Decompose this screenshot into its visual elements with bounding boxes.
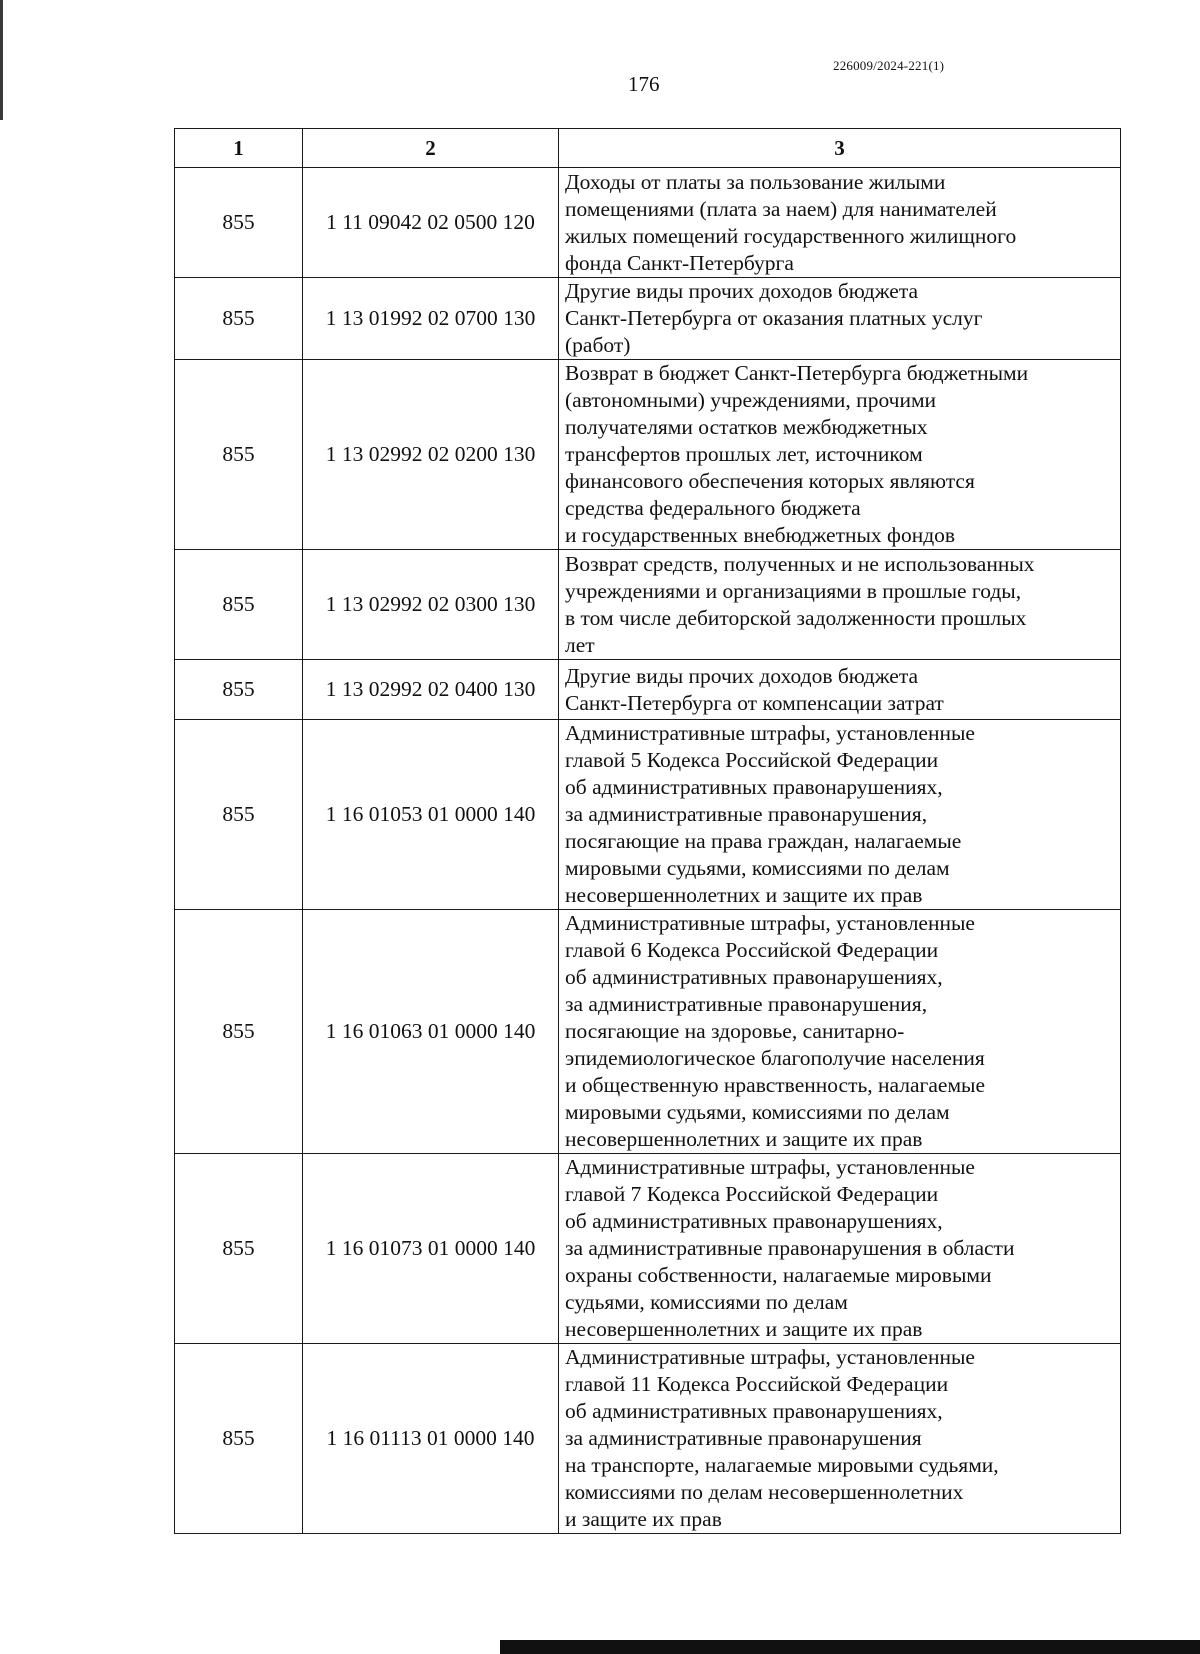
document-id: 226009/2024-221(1) xyxy=(833,58,945,73)
revenue-name-line: в том числе дебиторской задолженности прошлых xyxy=(565,605,1027,630)
revenue-name-line: Доходы от платы за пользование жилыми xyxy=(565,169,946,194)
table-row xyxy=(175,910,1121,1154)
revenue-name-line: жилых помещений государственного жилищного xyxy=(565,223,1017,248)
admin-code-cell: 855 xyxy=(175,1344,303,1534)
revenue-name-line: комиссиями по делам несовершеннолетних xyxy=(565,1480,964,1504)
revenue-name-cell xyxy=(559,1344,1121,1534)
budget-classification-code-cell: 1 13 02992 02 0200 130 xyxy=(303,360,559,550)
budget-classification-code-cell: 1 13 02992 02 0300 130 xyxy=(303,550,559,660)
revenue-name-line: помещениями (плата за наем) для нанимателей xyxy=(565,196,997,221)
budget-classification-code-cell: 1 16 01053 01 0000 140 xyxy=(303,720,559,910)
revenue-name-line: Другие виды прочих доходов бюджета xyxy=(565,279,919,303)
revenue-name-line: за административные правонарушения, xyxy=(565,992,928,1016)
revenue-name-line: Санкт-Петербурга от оказания платных услуг xyxy=(565,306,983,330)
revenue-name-line: учреждениями и организациями в прошлые годы, xyxy=(565,578,1022,603)
revenue-name-line: и общественную нравственность, налагаемые xyxy=(565,1073,986,1097)
admin-code-cell: 855 xyxy=(175,910,303,1154)
revenue-name-line: на транспорте, налагаемые мировыми судьями, xyxy=(565,1453,999,1477)
table-row xyxy=(175,1344,1121,1534)
table-row xyxy=(175,168,1121,278)
admin-code-cell: 855 xyxy=(175,1154,303,1344)
revenue-name-line: об административных правонарушениях, xyxy=(565,1209,943,1233)
page-number: 176 xyxy=(628,72,660,96)
table-row xyxy=(175,360,1121,550)
revenue-name-line: получателями остатков межбюджетных xyxy=(565,415,928,439)
revenue-name-cell xyxy=(559,278,1121,360)
revenue-name-line: Возврат средств, полученных и не использованных xyxy=(565,551,1035,576)
table-row xyxy=(175,550,1121,660)
revenue-name-line: (работ) xyxy=(565,333,631,357)
revenue-name-line: охраны собственности, налагаемые мировыми xyxy=(565,1263,992,1287)
revenue-name-line: судьями, комиссиями по делам xyxy=(565,1290,848,1314)
revenue-name-line: лет xyxy=(565,632,595,657)
revenue-name-line: об административных правонарушениях, xyxy=(565,1399,943,1423)
budget-classification-code-cell: 1 16 01063 01 0000 140 xyxy=(303,910,559,1154)
revenue-name-line: несовершеннолетних и защите их прав xyxy=(565,1317,923,1341)
revenue-name-line: главой 5 Кодекса Российской Федерации xyxy=(565,748,939,772)
revenue-name-line: Административные штрафы, установленные xyxy=(565,1345,975,1369)
revenue-name-line: Санкт-Петербурга от компенсации затрат xyxy=(565,690,944,715)
revenue-name-line: главой 6 Кодекса Российской Федерации xyxy=(565,938,939,962)
scan-edge-mark xyxy=(0,0,3,120)
revenue-name-line: об административных правонарушениях, xyxy=(565,775,943,799)
revenue-name-line: несовершеннолетних и защите их прав xyxy=(565,883,923,907)
table-body xyxy=(175,168,1121,1534)
revenue-name-line: мировыми судьями, комиссиями по делам xyxy=(565,1100,950,1124)
revenue-codes-table xyxy=(174,128,1121,1534)
revenue-name-line: за административные правонарушения xyxy=(565,1426,922,1450)
admin-code-cell: 855 xyxy=(175,278,303,360)
revenue-name-line: Другие виды прочих доходов бюджета xyxy=(565,663,919,688)
table-row xyxy=(175,720,1121,910)
revenue-name-line: эпидемиологическое благополучие населения xyxy=(565,1046,985,1070)
budget-classification-code-cell: 1 16 01113 01 0000 140 xyxy=(303,1344,559,1534)
revenue-name-line: Административные штрафы, установленные xyxy=(565,721,975,745)
revenue-name-line: несовершеннолетних и защите их прав xyxy=(565,1127,923,1151)
revenue-name-cell xyxy=(559,168,1121,278)
table-row xyxy=(175,278,1121,360)
admin-code-cell: 855 xyxy=(175,720,303,910)
budget-classification-code-cell: 1 13 02992 02 0400 130 xyxy=(303,660,559,720)
revenue-name-line: средства федерального бюджета xyxy=(565,496,861,520)
admin-code-cell: 855 xyxy=(175,360,303,550)
revenue-name-line: за административные правонарушения, xyxy=(565,802,928,826)
revenue-name-cell xyxy=(559,360,1121,550)
budget-classification-code-cell: 1 11 09042 02 0500 120 xyxy=(303,168,559,278)
revenue-name-line: Административные штрафы, установленные xyxy=(565,911,975,935)
revenue-name-line: финансового обеспечения которых являются xyxy=(565,469,975,493)
budget-classification-code-cell: 1 13 01992 02 0700 130 xyxy=(303,278,559,360)
scan-edge-bar xyxy=(500,1640,1200,1654)
column-header-2: 2 xyxy=(303,129,559,168)
revenue-name-cell xyxy=(559,550,1121,660)
revenue-name-cell xyxy=(559,1154,1121,1344)
revenue-name-line: мировыми судьями, комиссиями по делам xyxy=(565,856,950,880)
revenue-name-line: Возврат в бюджет Санкт-Петербурга бюджетными xyxy=(565,361,1029,385)
revenue-name-line: (автономными) учреждениями, прочими xyxy=(565,388,937,412)
revenue-name-line: посягающие на права граждан, налагаемые xyxy=(565,829,962,853)
column-header-1: 1 xyxy=(175,129,303,168)
admin-code-cell: 855 xyxy=(175,550,303,660)
revenue-name-line: главой 7 Кодекса Российской Федерации xyxy=(565,1182,939,1206)
table-row xyxy=(175,1154,1121,1344)
admin-code-cell: 855 xyxy=(175,168,303,278)
revenue-name-line: Административные штрафы, установленные xyxy=(565,1155,975,1179)
revenue-name-line: об административных правонарушениях, xyxy=(565,965,943,989)
revenue-name-line: и защите их прав xyxy=(565,1507,722,1531)
table-header-row xyxy=(175,129,1121,168)
revenue-name-line: и государственных внебюджетных фондов xyxy=(565,523,956,547)
revenue-name-cell xyxy=(559,660,1121,720)
revenue-name-cell xyxy=(559,720,1121,910)
revenue-name-line: посягающие на здоровье, санитарно- xyxy=(565,1019,905,1043)
revenue-name-line: главой 11 Кодекса Российской Федерации xyxy=(565,1372,949,1396)
revenue-name-line: трансфертов прошлых лет, источником xyxy=(565,442,923,466)
table-row xyxy=(175,660,1121,720)
budget-classification-code-cell: 1 16 01073 01 0000 140 xyxy=(303,1154,559,1344)
admin-code-cell: 855 xyxy=(175,660,303,720)
column-header-3: 3 xyxy=(559,129,1121,168)
revenue-name-cell xyxy=(559,910,1121,1154)
revenue-name-line: фонда Санкт-Петербурга xyxy=(565,250,794,275)
revenue-name-line: за административные правонарушения в области xyxy=(565,1236,1015,1260)
